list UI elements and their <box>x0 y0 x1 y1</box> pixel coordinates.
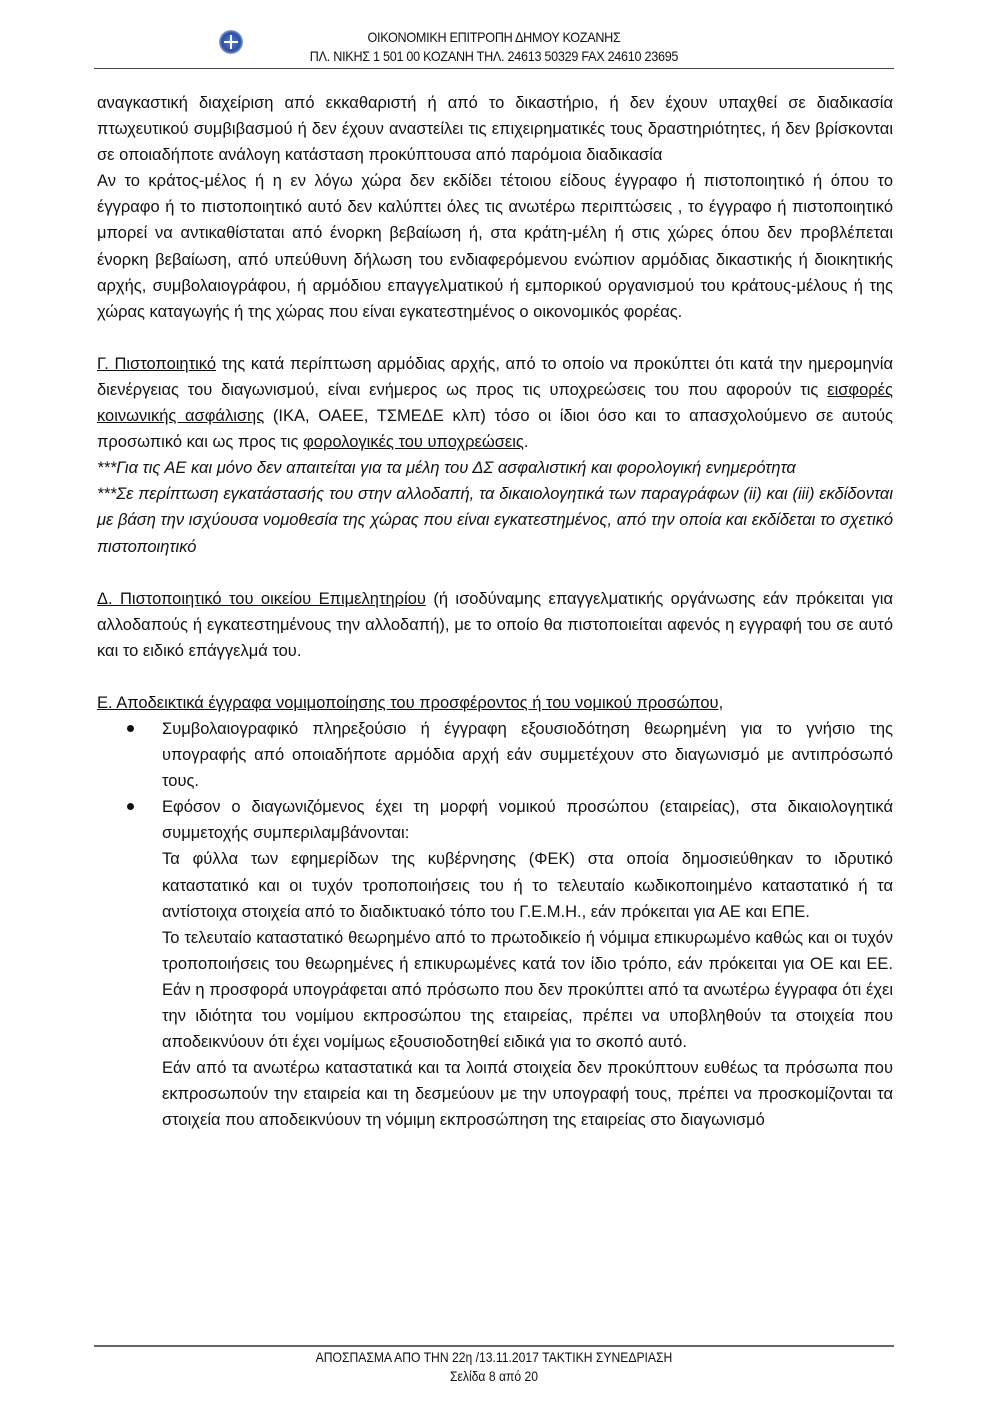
spacer <box>97 325 893 351</box>
tax-obligations-link: φορολογικές του υποχρεώσεις <box>303 433 524 452</box>
social-insurance-link: εισφορές κοινωνικής ασφάλισης <box>97 380 893 426</box>
footer-divider <box>94 1345 894 1347</box>
section-d <box>97 586 893 664</box>
header-title: ΟΙΚΟΝΟΜΙΚΗ ΕΠΙΤΡΟΠΗ ΔΗΜΟΥ ΚΟΖΑΝΗΣ <box>367 29 621 45</box>
list-item <box>97 716 893 794</box>
list-item <box>97 794 893 1133</box>
header-divider <box>94 68 894 69</box>
section-g-text-2: (ΙΚΑ, ΟΑΕΕ, ΤΣΜΕΔΕ κλπ) τόσο οι ίδιοι όσο και το απασχολούμενο σε αυτούς προσωπικό και ως προς τις <box>97 407 893 452</box>
bullet-icon <box>127 803 134 810</box>
header-address: ΠΛ. ΝΙΚΗΣ 1 501 00 ΚΟΖΑΝΗ ΤΗΛ. 24613 50329 FAX 24610 23695 <box>309 48 679 64</box>
list-item-text: Συμβολαιογραφικό πληρεξούσιο ή έγγραφη εξουσιοδότηση θεωρημένη για το γνήσιο της υπογραφής από οποιαδήποτε αρμόδια αρχή εάν συμμετέχουν στο διαγωνισμό με αντιπρόσωπό τους. <box>162 719 893 791</box>
paragraph-sworn-statement: Αν το κράτος-μέλος ή η εν λόγω χώρα δεν εκδίδει τέτοιου είδους έγγραφο ή πιστοποιητικό ή όπου το έγγραφο ή το πιστοποιητικό αυτό δεν καλύπτει όλες τις ανωτέρω περιπτώσεις , το έγγραφο ή πιστοποιητικό μπορεί να αντικαθίσταται από ένορκη βεβαίωση ή, στα κράτη-μέλη ή στις χώρες όπου δεν προβλέπεται ένορκη βεβαίωση, από υπεύθυνη δήλωση του ενδιαφερόμενου ενώπιον αρμόδιας δικαστικής ή διοικητικής αρχής, συμβολαιογράφου, ή αρμόδιου επαγγελματικού ή εμπορικού οργανισμού του κράτους-μέλους ή της χώρας καταγωγής ή της χώρας που είναι εγκατεστημένος ο οικονομικός φορέας. <box>97 172 893 321</box>
list-item-text: Τα φύλλα των εφημερίδων της κυβέρνησης (ΦΕΚ) στα οποία δημοσιεύθηκαν το ιδρυτικό καταστατικό και οι τυχόν τροποποιήσεις του ή το τελευταίο κωδικοποιημένο καταστατικό ή τα αντίστοιχα στοιχεία από το διαδικτυακό τόπο του Γ.Ε.Μ.Η., εάν πρόκειται για ΑΕ και ΕΠΕ. <box>162 850 893 921</box>
section-e-list <box>97 716 893 1134</box>
section-d-heading: Δ. Πιστοποιητικό του οικείου Επιμελητηρίου <box>97 589 426 608</box>
section-g <box>97 351 893 455</box>
list-item-text: Εφόσον ο διαγωνιζόμενος έχει τη μορφή νομικού προσώπου (εταιρείας), στα δικαιολογητικά συμμετοχής συμπεριλαμβάνονται: <box>162 798 893 843</box>
footer-title: ΑΠΟΣΠΑΣΜΑ ΑΠΟ ΤΗΝ 22η /13.11.2017 ΤΑΚΤΙΚΗ ΣΥΝΕΔΡΙΑΣΗ <box>315 1350 673 1365</box>
page-header <box>94 16 894 70</box>
section-g-text-3: . <box>523 433 529 452</box>
page-footer <box>94 1348 894 1386</box>
document-body <box>97 90 893 1133</box>
section-g-note-2: ***Σε περίπτωση εγκατάστασής του στην αλλοδαπή, τα δικαιολογητικά των παραγράφων (ii) και (iii) εκδίδονται με βάση την ισχύουσα νομοθεσία της χώρας που είναι εγκατεστημένος, από την οποία και εκδίδεται το σχετικό πιστοποιητικό <box>97 485 893 556</box>
section-e-heading-suffix: , <box>718 693 724 712</box>
paragraph-continuation: αναγκαστική διαχείριση από εκκαθαριστή ή από το δικαστήριο, ή δεν έχουν υπαχθεί σε διαδικασία πτωχευτικού συμβιβασμού ή δεν έχουν αναστείλει τις επιχειρηματικές τους δραστηριότητες, ή δεν βρίσκονται σε οποιαδήποτε ανάλογη κατάσταση προκύπτουσα από παρόμοια διαδικασία <box>97 94 893 165</box>
section-g-note-1: ***Για τις ΑΕ και μόνο δεν απαιτείται για τα μέλη του ΔΣ ασφαλιστική και φορολογική ενημερότητα <box>97 459 796 478</box>
section-e-heading: Ε. Αποδεικτικά έγγραφα νομιμοποίησης του προσφέροντος ή του νομικού προσώπου <box>97 693 719 712</box>
page-number: Σελίδα 8 από 20 <box>449 1369 539 1384</box>
section-e-heading-row <box>97 690 893 716</box>
spacer <box>97 560 893 586</box>
bullet-icon <box>127 725 134 732</box>
list-item-text: Εάν από τα ανωτέρω καταστατικά και τα λοιπά στοιχεία δεν προκύπτουν ευθέως τα πρόσωπα που εκπροσωπούν την εταιρεία και τη δεσμεύουν με την υπογραφή τους, πρέπει να προσκομίζονται τα στοιχεία που αποδεικνύουν τη νόμιμη εκπροσώπηση της εταιρείας στο διαγωνισμό <box>162 1059 893 1130</box>
list-item-text: Το τελευταίο καταστατικό θεωρημένο από το πρωτοδικείο ή νόμιμα επικυρωμένο καθώς και οι τυχόν τροποποιήσεις του θεωρημένες ή επικυρωμένες κατά τον ίδιο τρόπο, εάν πρόκειται για ΟΕ και ΕΕ. Εάν η προσφορά υπογράφεται από πρόσωπο που δεν προκύπτει από τα ανωτέρω έγγραφα ότι έχει την ιδιότητα του νομίμου εκπροσώπου της εταιρείας, πρέπει να υποβληθούν τα στοιχεία που αποδεικνύουν ότι έχει νομίμως εξουσιοδοτηθεί ειδικά για το σκοπό αυτό. <box>162 928 893 1052</box>
section-g-heading: Γ. Πιστοποιητικό <box>97 354 217 373</box>
spacer <box>97 664 893 690</box>
section-g-text-1: της κατά περίπτωση αρμόδιας αρχής, από το οποίο να προκύπτει ότι κατά την ημερομηνία διενέργειας του διαγωνισμού, είναι ενήμερος ως προς τις υποχρεώσεις του που αφορούν τις <box>97 354 893 399</box>
section-d-text: (ή ισοδύναμης επαγγελματικής οργάνωσης εάν πρόκειται για αλλοδαπούς ή εγκατεστημένους την αλλοδαπή), με το οποίο θα πιστοποιείται αφενός η εγγραφή του σε αυτό και το ειδικό επάγγελμά του. <box>97 589 893 660</box>
